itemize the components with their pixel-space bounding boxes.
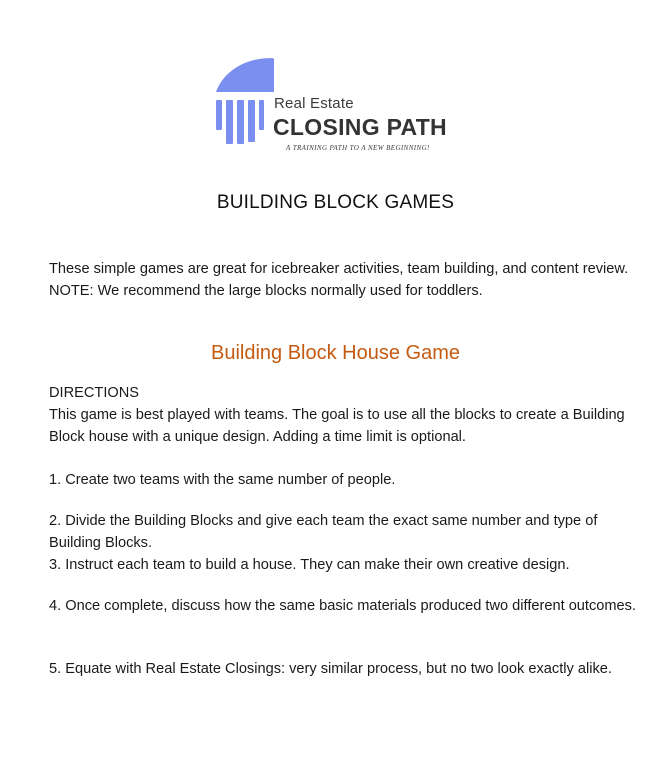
step-4: 4. Once complete, discuss how the same basic materials produced two different outcomes. (49, 598, 637, 614)
directions-heading: DIRECTIONS (49, 385, 139, 401)
step-3: 3. Instruct each team to build a house. They can make their own creative design. (49, 557, 570, 573)
closing-path-emblem-icon (212, 50, 274, 160)
step-2: 2. Divide the Building Blocks and give each team the exact same number and type of Building Blocks. (49, 513, 598, 551)
logo-tagline: A TRAINING PATH TO A NEW BEGINNING! (286, 144, 430, 152)
logo-line1: Real Estate (274, 95, 354, 112)
logo-line2: CLOSING PATH (273, 114, 447, 140)
intro-paragraph: These simple games are great for icebreaker activities, team building, and content review. NOTE: We recommend the large blocks normally used for toddlers. (49, 261, 629, 299)
section-title: Building Block House Game (210, 342, 460, 364)
directions-text: This game is best played with teams. The goal is to use all the blocks to create a Building Block house with a unique design. Adding a time limit is optional. (49, 407, 625, 445)
step-5: 5. Equate with Real Estate Closings: very similar process, but no two look exactly alike. (49, 661, 612, 677)
page-title: BUILDING BLOCK GAMES (216, 192, 455, 213)
company-logo (212, 50, 474, 160)
step-1: 1. Create two teams with the same number of people. (49, 472, 396, 488)
